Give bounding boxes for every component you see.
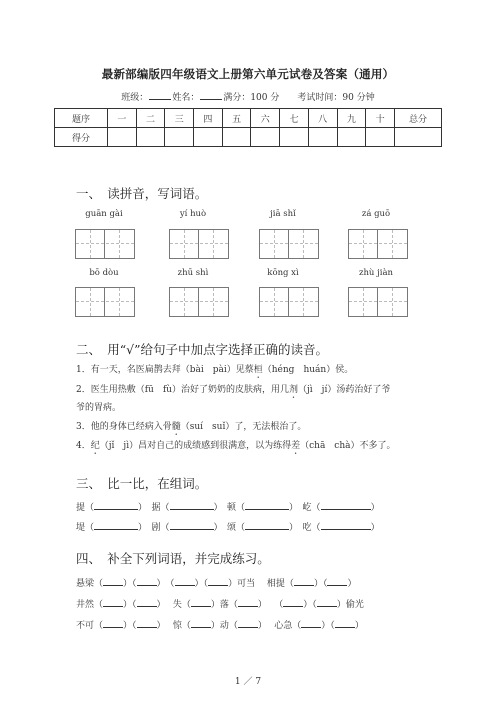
writing-grid[interactable] bbox=[75, 229, 135, 259]
answer-blank[interactable] bbox=[321, 520, 371, 530]
score-cell[interactable] bbox=[251, 128, 280, 147]
dotted-character: 纪 bbox=[90, 441, 100, 451]
exam-info bbox=[0, 90, 496, 103]
score-cell[interactable] bbox=[165, 128, 194, 147]
idiom-text: ）（ bbox=[321, 621, 335, 631]
idiom-text: ）（ bbox=[313, 579, 328, 589]
writing-grid[interactable] bbox=[259, 287, 319, 317]
question-text: 1．有一天，名医扁鹊去拜（bài pài）见蔡 bbox=[76, 365, 254, 375]
page-title: 最新部编版四年级语文上册第六单元试卷及答案（通用） bbox=[101, 67, 395, 81]
answer-blank[interactable] bbox=[317, 597, 337, 607]
idiom-text: ） 心急（ bbox=[257, 621, 302, 631]
score-cell[interactable] bbox=[194, 128, 223, 147]
answer-blank[interactable] bbox=[208, 576, 228, 586]
writing-grid[interactable] bbox=[348, 287, 408, 317]
answer-blank[interactable] bbox=[137, 618, 157, 628]
dotted-character: 桓 bbox=[253, 365, 263, 375]
pinyin-label: guān gài bbox=[85, 209, 123, 219]
score-header-row bbox=[55, 109, 442, 128]
pinyin-label: yí huò bbox=[179, 209, 207, 219]
answer-blank[interactable] bbox=[335, 618, 355, 628]
score-cell[interactable] bbox=[280, 128, 309, 147]
header-cell: 六 bbox=[251, 109, 280, 128]
idiom-row-2 bbox=[76, 597, 364, 610]
question-text: （jǐ jì）昌对自己的成绩感到很满意，以为练得 bbox=[99, 441, 292, 451]
answer-blank[interactable] bbox=[137, 576, 157, 586]
question-text: 3．他的身体已经病入骨 bbox=[76, 422, 172, 432]
char-label: ） bbox=[370, 503, 380, 513]
idiom-text: 悬梁（ bbox=[76, 579, 104, 589]
score-cell[interactable] bbox=[337, 128, 366, 147]
char-label: 堤（ bbox=[76, 523, 95, 533]
question-text: （suí suǐ）了，无法根治了。 bbox=[180, 422, 307, 432]
char-label: ） 顿（ bbox=[213, 503, 246, 513]
score-row bbox=[55, 128, 442, 147]
header-cell: 七 bbox=[280, 109, 309, 128]
score-cell[interactable] bbox=[222, 128, 251, 147]
score-cell[interactable] bbox=[395, 128, 442, 147]
idiom-text: 井然（ bbox=[76, 600, 104, 610]
full-score: 满分：100 分 bbox=[223, 93, 280, 103]
section-2-heading: 二、 用“√”给句子中加点字选择正确的读音。 bbox=[76, 342, 328, 357]
word-group-row-1 bbox=[76, 500, 380, 513]
answer-blank[interactable] bbox=[103, 576, 123, 586]
idiom-text: ）偷光 bbox=[336, 600, 364, 610]
answer-blank[interactable] bbox=[94, 520, 138, 530]
pinyin-label: zhù jiàn bbox=[358, 268, 394, 278]
question-text: （chā chà）不多了。 bbox=[300, 441, 396, 451]
char-label: ） bbox=[370, 523, 380, 533]
pinyin-label: zá guō bbox=[361, 209, 391, 219]
class-blank[interactable] bbox=[149, 91, 171, 100]
answer-blank[interactable] bbox=[301, 618, 321, 628]
header-cell: 总分 bbox=[395, 109, 442, 128]
score-table bbox=[54, 108, 442, 147]
question-text: 4． bbox=[76, 441, 91, 451]
question-2-2-continued: 爷的胃病。 bbox=[76, 403, 122, 413]
idiom-text: ）动（ bbox=[210, 621, 238, 631]
name-label: 姓名： bbox=[172, 93, 200, 103]
header-cell: 十 bbox=[366, 109, 395, 128]
writing-grid[interactable] bbox=[169, 229, 229, 259]
dotted-character: 剂 bbox=[288, 385, 298, 395]
section-1-heading: 一、 读拼音，写词语。 bbox=[76, 186, 208, 201]
score-cell[interactable] bbox=[108, 128, 137, 147]
score-cell[interactable] bbox=[366, 128, 395, 147]
answer-blank[interactable] bbox=[283, 597, 303, 607]
header-cell: 八 bbox=[308, 109, 337, 128]
dotted-character: 差 bbox=[291, 441, 301, 451]
pinyin-label: jiā shǐ bbox=[270, 209, 296, 219]
idiom-text: ） （ bbox=[257, 600, 284, 610]
char-label: ） 吃（ bbox=[289, 523, 321, 533]
answer-blank[interactable] bbox=[238, 597, 258, 607]
name-blank[interactable] bbox=[200, 91, 222, 100]
word-group-row-2 bbox=[76, 520, 380, 533]
idiom-text: ）落（ bbox=[210, 600, 238, 610]
answer-blank[interactable] bbox=[321, 500, 371, 510]
answer-blank[interactable] bbox=[238, 618, 258, 628]
class-label: 班级： bbox=[121, 93, 149, 103]
writing-grid[interactable] bbox=[75, 287, 135, 317]
score-cell[interactable] bbox=[308, 128, 337, 147]
answer-blank[interactable] bbox=[191, 597, 211, 607]
header-cell: 题序 bbox=[55, 109, 108, 128]
idiom-text: 不可（ bbox=[76, 621, 104, 631]
writing-grid[interactable] bbox=[259, 229, 319, 259]
answer-blank[interactable] bbox=[294, 576, 314, 586]
page-number: 1 ／ 7 bbox=[234, 677, 262, 687]
question-text: 2．医生用热敷（fū fù）治好了奶奶的皮肤病，用几 bbox=[76, 385, 289, 395]
answer-blank[interactable] bbox=[327, 576, 347, 586]
section-4-heading: 四、 补全下列词语，并完成练习。 bbox=[76, 551, 270, 566]
pinyin-label: bō dòu bbox=[89, 268, 119, 278]
answer-blank[interactable] bbox=[94, 500, 138, 510]
idiom-text: ）（ bbox=[194, 579, 209, 589]
header-cell: 二 bbox=[136, 109, 165, 128]
char-label: ） 屹（ bbox=[289, 503, 321, 513]
answer-blank[interactable] bbox=[103, 597, 123, 607]
question-text: （jì jí）汤药治好了爷 bbox=[298, 385, 391, 395]
char-label: ） 据（ bbox=[138, 503, 170, 513]
question-2-2 bbox=[76, 382, 390, 401]
header-cell: 五 bbox=[222, 109, 251, 128]
question-text: （héng huán）侯。 bbox=[262, 365, 354, 375]
char-label: ） 颂（ bbox=[213, 523, 246, 533]
dotted-character: 髓 bbox=[171, 422, 181, 432]
score-cell[interactable] bbox=[136, 128, 165, 147]
question-2-4 bbox=[76, 438, 396, 457]
char-label: ） 剧（ bbox=[138, 523, 170, 533]
question-2-3 bbox=[76, 419, 306, 438]
idiom-text: ）（ bbox=[123, 621, 137, 631]
idiom-text: ） （ bbox=[156, 579, 175, 589]
answer-blank[interactable] bbox=[103, 618, 123, 628]
header-cell: 一 bbox=[108, 109, 137, 128]
section-3-heading: 三、 比一比，在组词。 bbox=[76, 476, 208, 491]
idiom-row-1 bbox=[76, 576, 356, 589]
pinyin-label: kōng xì bbox=[267, 268, 299, 278]
idiom-row-3 bbox=[76, 618, 364, 631]
char-label: 提（ bbox=[76, 503, 95, 513]
answer-blank[interactable] bbox=[191, 618, 211, 628]
answer-blank[interactable] bbox=[170, 520, 214, 530]
answer-blank[interactable] bbox=[245, 520, 289, 530]
idiom-text: ）可当 相提（ bbox=[228, 579, 294, 589]
answer-blank[interactable] bbox=[170, 500, 214, 510]
writing-grid[interactable] bbox=[348, 229, 408, 259]
pinyin-label: zhū shì bbox=[177, 268, 209, 278]
answer-blank[interactable] bbox=[137, 597, 157, 607]
header-cell: 九 bbox=[337, 109, 366, 128]
header-cell: 三 bbox=[165, 109, 194, 128]
idiom-text: ）（ bbox=[123, 600, 137, 610]
idiom-text: ）（ bbox=[123, 579, 137, 589]
idiom-text: ） 失（ bbox=[156, 600, 191, 610]
writing-grid[interactable] bbox=[169, 287, 229, 317]
idiom-text: ） 惊（ bbox=[156, 621, 191, 631]
answer-blank[interactable] bbox=[175, 576, 195, 586]
answer-blank[interactable] bbox=[245, 500, 289, 510]
exam-time: 考试时间：90 分钟 bbox=[297, 93, 375, 103]
header-cell: 四 bbox=[194, 109, 223, 128]
question-2-1 bbox=[76, 362, 353, 381]
score-label: 得分 bbox=[55, 128, 108, 147]
idiom-text: ） bbox=[354, 621, 364, 631]
idiom-text: ） bbox=[347, 579, 357, 589]
idiom-text: ）（ bbox=[303, 600, 317, 610]
